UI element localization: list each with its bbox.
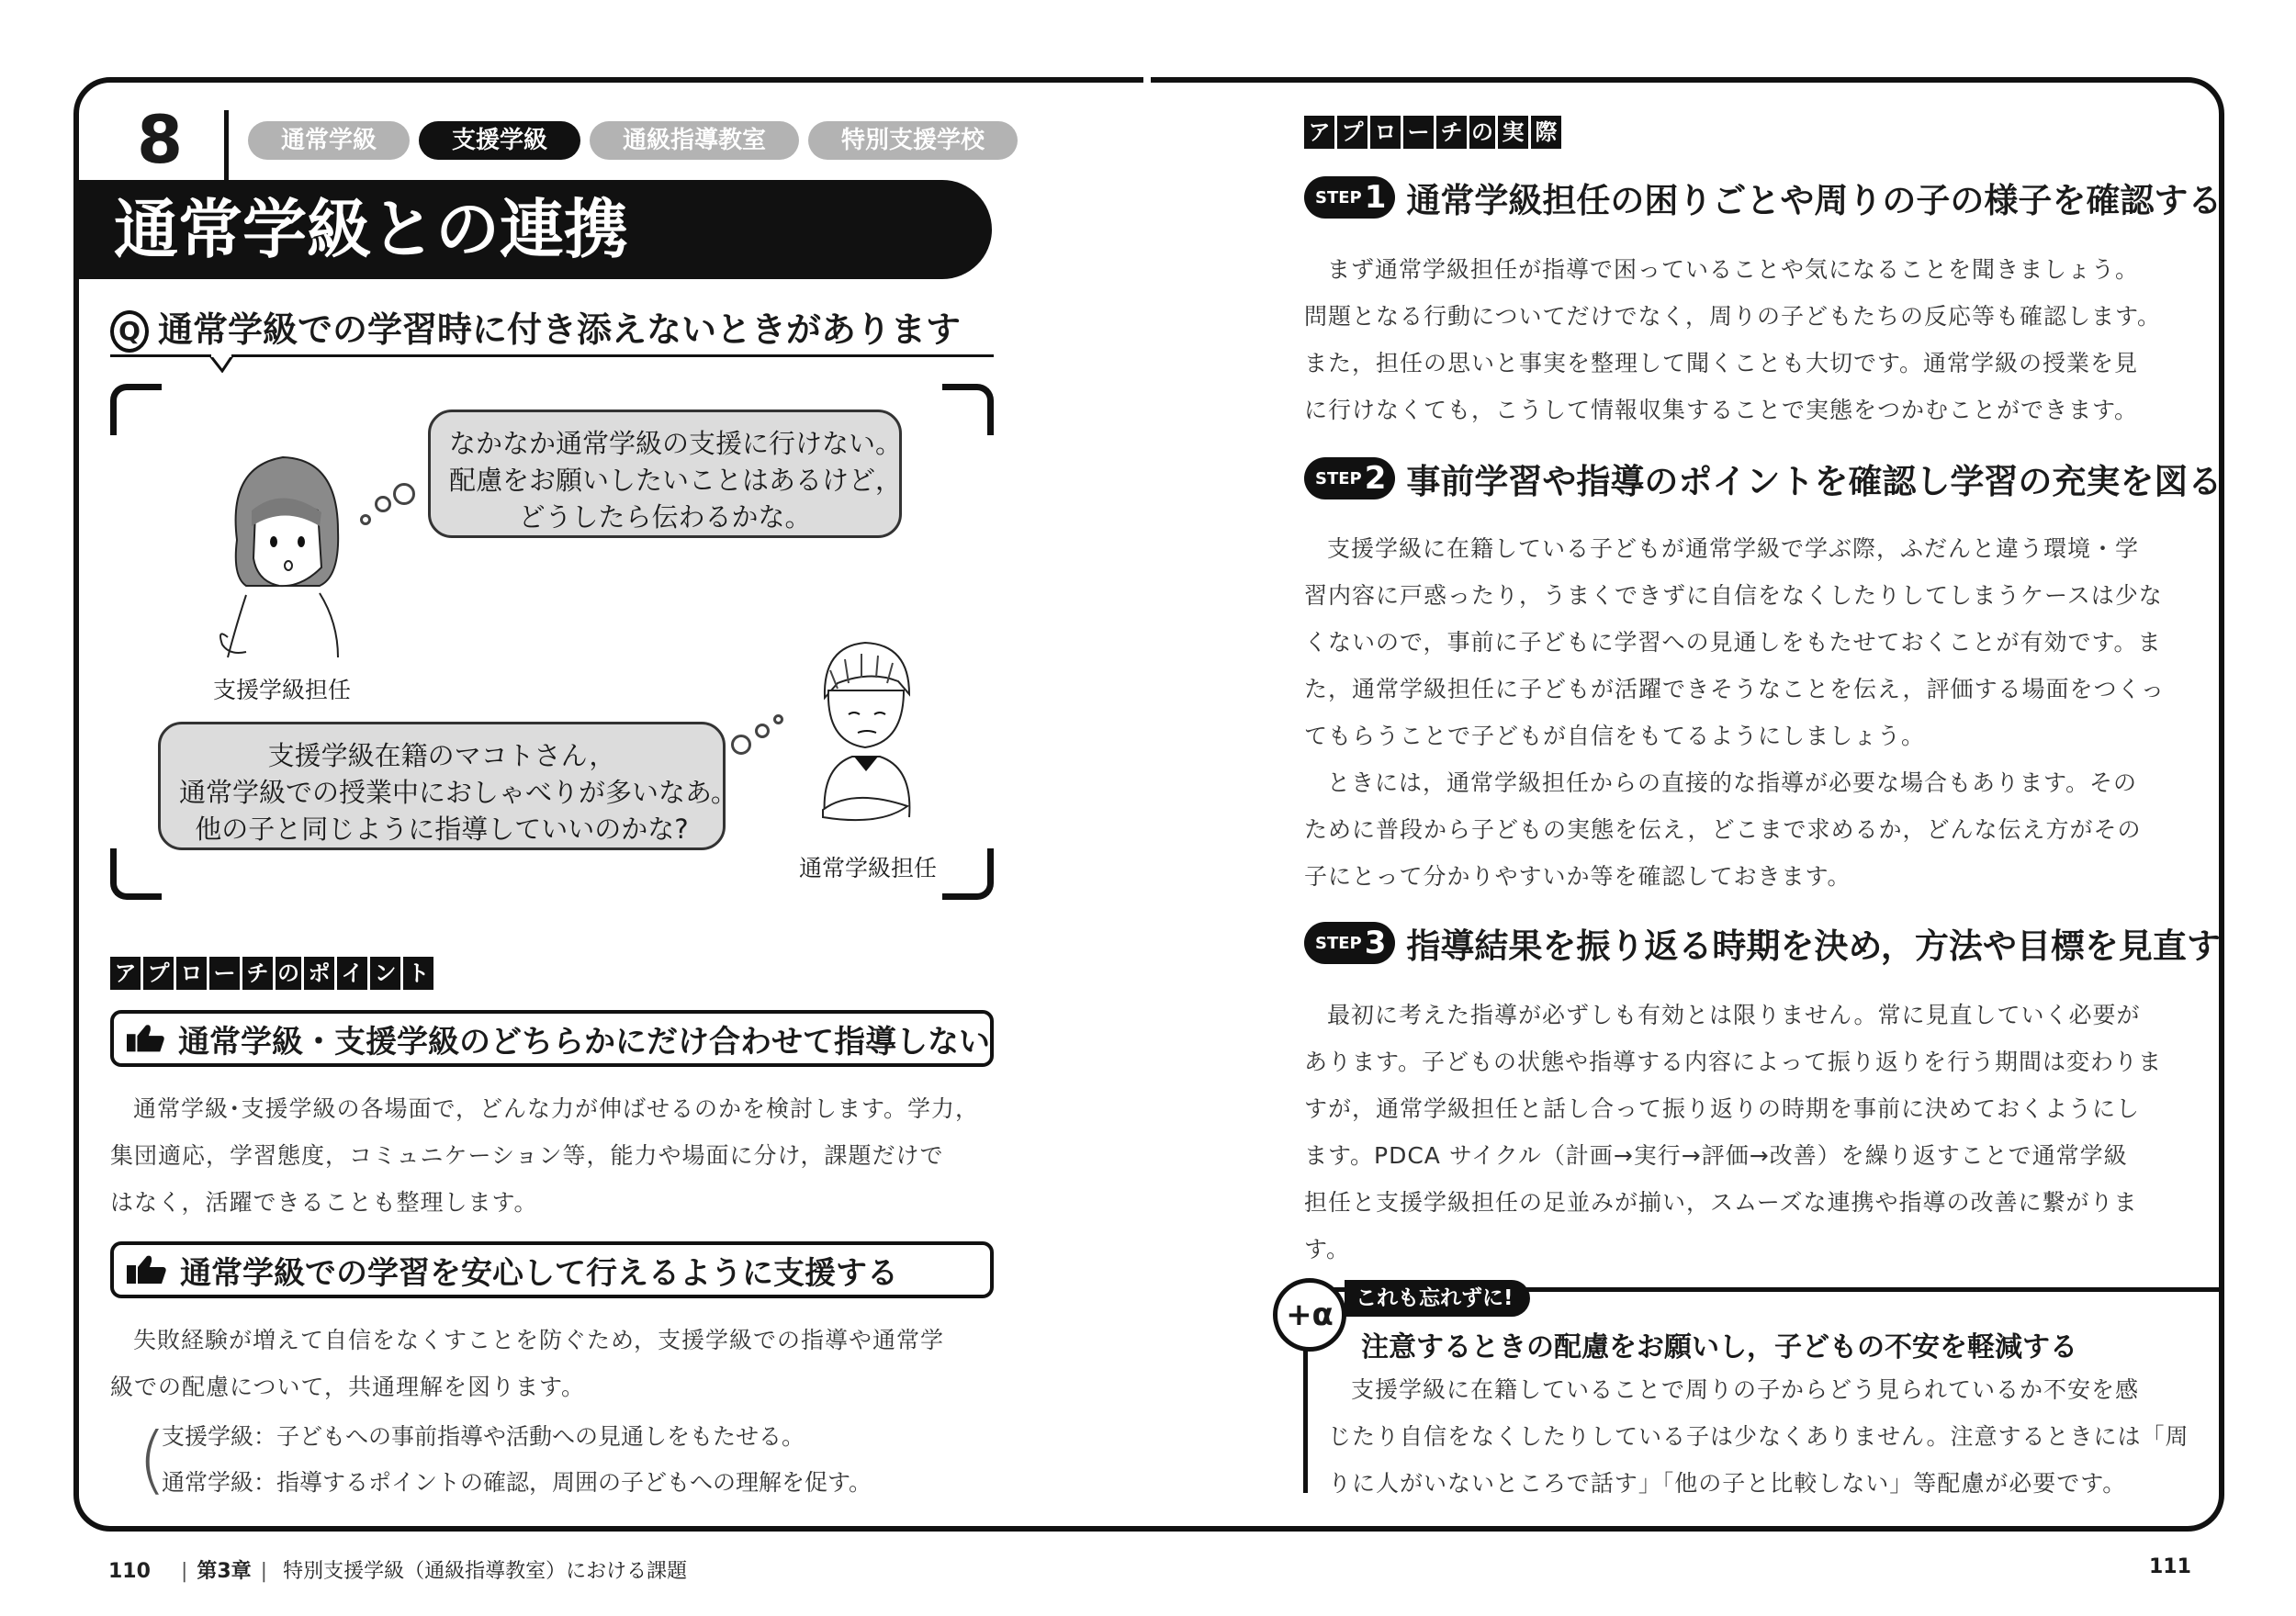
body-line: 級での配慮について，共通理解を図ります。 [110,1374,586,1400]
heading-char: ト [403,957,433,990]
body-line: りに人がいないところで話す」「他の子と比較しない」等配慮が必要です。 [1328,1470,2127,1497]
left-footer [108,1555,687,1584]
page-title: 通常学級との連携 [73,180,992,279]
support-teacher-illustration [209,439,356,659]
footer-chapter-title: 特別支援学級（通級指導教室）における課題 [283,1560,688,1583]
step-1-body [1304,246,2204,433]
body-line: くないので，事前に子どもに学習への見通しをもたせておくことが有効です。ま [1304,629,2162,656]
heading-char: イ [337,957,367,990]
plus-alpha-badge: +α [1273,1278,1346,1352]
step-1-heading [1304,173,2222,222]
body-line: 通常学級･支援学級の各場面で，どんな力が伸ばせるのかを検討します。学力， [133,1095,980,1122]
thought-dot [393,483,415,505]
body-line: 支援学級に在籍している子どもが通常学級で学ぶ際，ふだんと違う環境・学 [1327,535,2140,562]
footer-chapter: 第3章 [197,1560,252,1583]
bubble-line: どうしたら伝わるかな。 [518,501,812,533]
body-line: 最初に考えた指導が必ずしも有効とは限りません。常に見直していく必要が [1327,1002,2141,1028]
step-badge [1304,457,1395,499]
approach-points-heading [110,957,433,990]
bubble-line: なかなか通常学級の支援に行けない。 [449,428,903,459]
role-items [162,1414,872,1506]
thought-dot [731,735,751,755]
heading-char: 際 [1531,116,1561,149]
footer-separator: | [260,1560,268,1583]
scene-frame-corner [110,384,162,435]
body-line: まず通常学級担任が指導で困っていることや気になることを聞きましょう。 [1327,256,2140,283]
step-label: STEP [1315,187,1362,208]
heading-char: ロ [1370,116,1401,149]
body-line: じたり自信をなくしたりしている子は少なくありません。注意するときには「周 [1328,1423,2189,1450]
step-badge [1304,176,1395,219]
page-number-left: 110 [108,1560,151,1583]
bubble-line: 支援学級在籍のマコトさん， [267,740,616,771]
question-heading [110,307,994,353]
bubble-line: 通常学級での授業中におしゃべりが多いなあ。 [179,777,737,808]
step-title: 指導結果を振り返る時期を決め，方法や目標を見直す [1406,926,2221,966]
body-line: 支援学級に在籍していることで周りの子からどう見られているか不安を感 [1351,1376,2140,1403]
body-line: ために普段から子どもの実態を伝え，どこまで求めるか，どんな伝え方がその [1304,816,2142,843]
step-badge [1304,922,1395,964]
thought-dot [375,496,391,512]
thought-dot [360,514,371,525]
list-bracket: ( [138,1417,167,1502]
point-box-1 [110,1010,994,1067]
plus-alpha-body [1328,1366,2210,1507]
regular-teacher-label: 通常学級担任 [799,855,938,881]
heading-char: チ [242,957,273,990]
chapter-divider [224,110,229,182]
list-item: 通常学級：指導するポイントの確認，周囲の子どもへの理解を促す。 [162,1469,872,1496]
body-line: 集団適応，学習態度，コミュニケーション等，能力や場面に分け，課題だけで [110,1142,944,1169]
tag-support-class: 支援学級 [419,121,580,160]
step-label: STEP [1315,933,1362,953]
step-number: 2 [1364,460,1387,497]
heading-char: の [1469,116,1495,149]
step-label: STEP [1315,468,1362,488]
step-2-body [1304,525,2204,900]
body-line: 失敗経験が増えて自信をなくすことを防ぐため，支援学級での指導や通常学 [133,1327,945,1353]
body-line: 問題となる行動についてだけでなく，周りの子どもたちの反応等も確認します。 [1304,303,2162,330]
spread-gutter [1143,72,1151,86]
step-number: 1 [1364,179,1387,216]
body-line: ときには，通常学級担任からの直接的な指導が必要な場合もあります。その [1327,769,2138,796]
body-line: ます。PDCA サイクル（計画→実行→評価→改善）を繰り返すことで通常学級 [1304,1142,2128,1169]
step-3-body [1304,992,2204,1273]
plus-alpha-rule [1303,1350,1308,1493]
support-teacher-label: 支援学級担任 [213,677,352,703]
heading-char: ア [110,957,141,990]
step-number: 3 [1364,925,1387,961]
point-title: 通常学級での学習を安心して行えるように支援する [180,1254,898,1292]
question-text: 通常学級での学習時に付き添えないときがあります [158,309,962,350]
category-tags [248,121,1018,160]
body-line: す。 [1304,1236,1351,1262]
point-1-body [110,1085,994,1226]
heading-char: ー [1403,116,1434,149]
thought-dot [773,714,783,724]
thumbs-up-icon [127,1254,167,1285]
tag-resource-room: 通級指導教室 [590,121,799,160]
question-icon: Q [110,310,149,353]
heading-char: ア [1304,116,1334,149]
scene-frame-corner [942,384,994,435]
body-line: 担任と支援学級担任の足並みが揃い，スムーズな連携や指導の改善に繋がりま [1304,1189,2138,1216]
step-title: 通常学級担任の困りごとや周りの子の様子を確認する [1406,181,2223,220]
plus-alpha-tag: これも忘れずに! [1345,1280,1530,1317]
step-3-heading [1304,918,2221,968]
footer-separator: | [180,1560,188,1583]
question-tail-icon [209,354,233,373]
body-line: に行けなくても，こうして情報収集することで実態をつかむことができます。 [1304,397,2139,423]
tag-special-school: 特別支援学校 [808,121,1018,160]
heading-char: プ [1337,116,1367,149]
heading-char: ー [209,957,240,990]
body-line: すが，通常学級担任と話し合って振り返りの時期を事前に決めておくようにし [1304,1095,2141,1122]
step-title: 事前学習や指導のポイントを確認し学習の充実を図る [1406,462,2223,501]
question-underline [110,354,994,357]
approach-practice-heading [1304,116,1561,149]
list-item: 支援学級：子どもへの事前指導や活動への見通しをもたせる。 [162,1423,805,1450]
heading-char: ロ [176,957,207,990]
bubble-line: 他の子と同じように指導していいのかな? [195,814,689,845]
heading-char: ポ [304,957,334,990]
chapter-number: 8 [136,101,184,178]
heading-char: の [276,957,301,990]
regular-teacher-illustration [797,634,935,845]
page-number-right: 111 [2149,1555,2191,1578]
heading-char: 実 [1498,116,1528,149]
plus-alpha-title: 注意するときの配慮をお願いし，子どもの不安を軽減する [1361,1331,2077,1364]
speech-bubble-regular-teacher [158,722,737,850]
heading-char: チ [1436,116,1467,149]
body-line: あります。子どもの状態や指導する内容によって振り返りを行う期間は変わりま [1304,1049,2163,1075]
point-box-2 [110,1241,994,1298]
step-2-heading [1304,454,2222,503]
tag-regular-class: 通常学級 [248,121,410,160]
scene-frame-corner [942,848,994,900]
heading-char: プ [143,957,174,990]
point-title: 通常学級・支援学級のどちらかにだけ合わせて指導しない [178,1023,990,1060]
scene-frame-corner [110,848,162,900]
body-line: 子にとって分かりやすいか等を確認しておきます。 [1304,863,1851,890]
heading-char: ン [370,957,400,990]
body-line: 習内容に戸惑ったり，うまくできずに自信をなくしたりしてしまうケースは少な [1304,582,2163,609]
point-2-body [110,1317,994,1410]
thumbs-up-icon [127,1023,165,1054]
thought-dot [755,724,770,738]
bubble-line: 配慮をお願いしたいことはあるけど， [449,465,903,496]
body-line: た，通常学級担任に子どもが活躍できそうなことを伝え，評価する場面をつくっ [1304,676,2166,702]
body-line: はなく，活躍できることも整理します。 [110,1189,538,1216]
body-line: てもらうことで子どもが自信をもてるようにしましょう。 [1304,723,1926,749]
speech-bubble-support-teacher [428,410,902,538]
body-line: また，担任の思いと事実を整理して聞くことも大切です。通常学級の授業を見 [1304,350,2139,376]
